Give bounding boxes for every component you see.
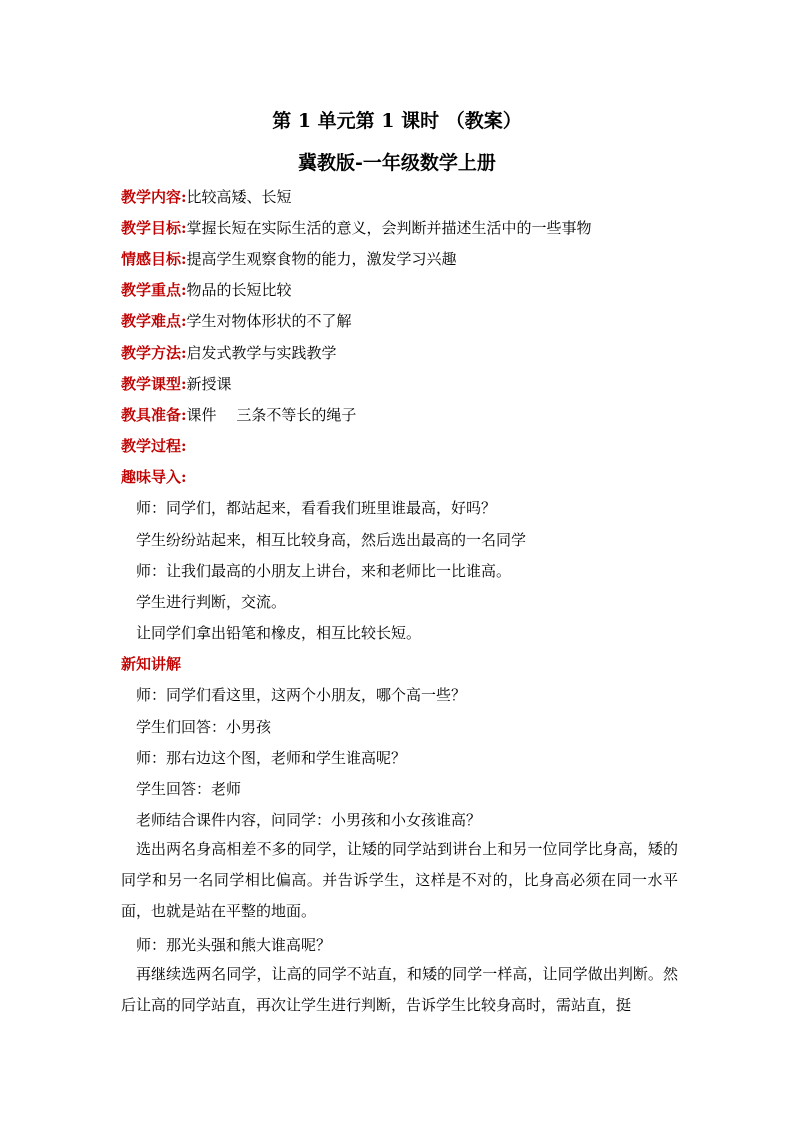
- field-value: 新授课: [186, 375, 232, 393]
- field-value: 物品的长短比较: [186, 281, 292, 299]
- intro-heading: 趣味导入:: [121, 468, 187, 486]
- new-line: 学生回答：老师: [136, 780, 242, 798]
- field-lesson-type: [121, 373, 232, 394]
- document-title: 第 1 单元第 1 课时 （教案）: [272, 110, 522, 132]
- field-label: 教学目标:: [121, 219, 187, 237]
- field-value: 启发式教学与实践教学: [186, 344, 337, 362]
- field-value: 提高学生观察食物的能力，激发学习兴趣: [186, 250, 457, 268]
- field-emotion-goal: [121, 248, 457, 269]
- field-value: 掌握长短在实际生活的意义，会判断并描述生活中的一些事物: [186, 219, 592, 237]
- intro-line: 学生纷纷站起来，相互比较身高，然后选出最高的一名同学: [136, 531, 527, 549]
- intro-line: 学生进行判断，交流。: [136, 593, 287, 611]
- bear-question-line: 师：那光头强和熊大谁高呢？: [136, 936, 332, 954]
- field-label: 教学内容:: [121, 188, 187, 206]
- new-line: 学生们回答：小男孩: [136, 718, 272, 736]
- field-value: 学生对物体形状的不了解: [186, 312, 352, 330]
- new-line: 师：那右边这个图，老师和学生谁高呢？: [136, 749, 407, 767]
- paragraph-height-compare: 选出两名身高相差不多的同学，让矮的同学站到讲台上和另一位同学比身高，矮的同学和另一名同学相比偏高。并告诉学生，这样是不对的，比身高必须在同一水平面，也就是站在平整的地面。: [121, 840, 678, 920]
- field-difficulty: [121, 310, 352, 331]
- field-method: [121, 342, 337, 363]
- document-subtitle: 冀教版-一年级数学上册: [298, 152, 496, 174]
- field-teaching-goal: [121, 217, 592, 238]
- field-materials: [121, 404, 356, 425]
- intro-line: 让同学们拿出铅笔和橡皮，相互比较长短。: [136, 624, 422, 642]
- field-label: 教学重点:: [121, 281, 187, 299]
- new-knowledge-heading: 新知讲解: [121, 655, 182, 673]
- intro-line: 师：同学们，都站起来，看看我们班里谁最高，好吗？: [136, 499, 497, 517]
- field-label: 教学难点:: [121, 312, 187, 330]
- field-label: 情感目标:: [121, 250, 187, 268]
- intro-line: 师：让我们最高的小朋友上讲台，来和老师比一比谁高。: [136, 562, 512, 580]
- field-label: 教学课型:: [121, 375, 187, 393]
- new-line: 师：同学们看这里，这两个小朋友，哪个高一些？: [136, 686, 467, 704]
- field-key-point: [121, 279, 292, 300]
- field-value: 课件 三条不等长的绳子: [186, 406, 357, 424]
- field-teaching-content: [121, 186, 292, 207]
- process-heading: 教学过程:: [121, 437, 187, 455]
- paragraph-stand-straight: 再继续选两名同学，让高的同学不站直，和矮的同学一样高，让同学做出判断。然后让高的同学站直，再次让学生进行判断，告诉学生比较身高时，需站直，挺: [121, 965, 678, 1014]
- field-label: 教学方法:: [121, 344, 187, 362]
- new-line: 老师结合课件内容，问同学：小男孩和小女孩谁高？: [136, 811, 482, 829]
- field-value: 比较高矮、长短: [186, 188, 292, 206]
- field-label: 教具准备:: [121, 406, 187, 424]
